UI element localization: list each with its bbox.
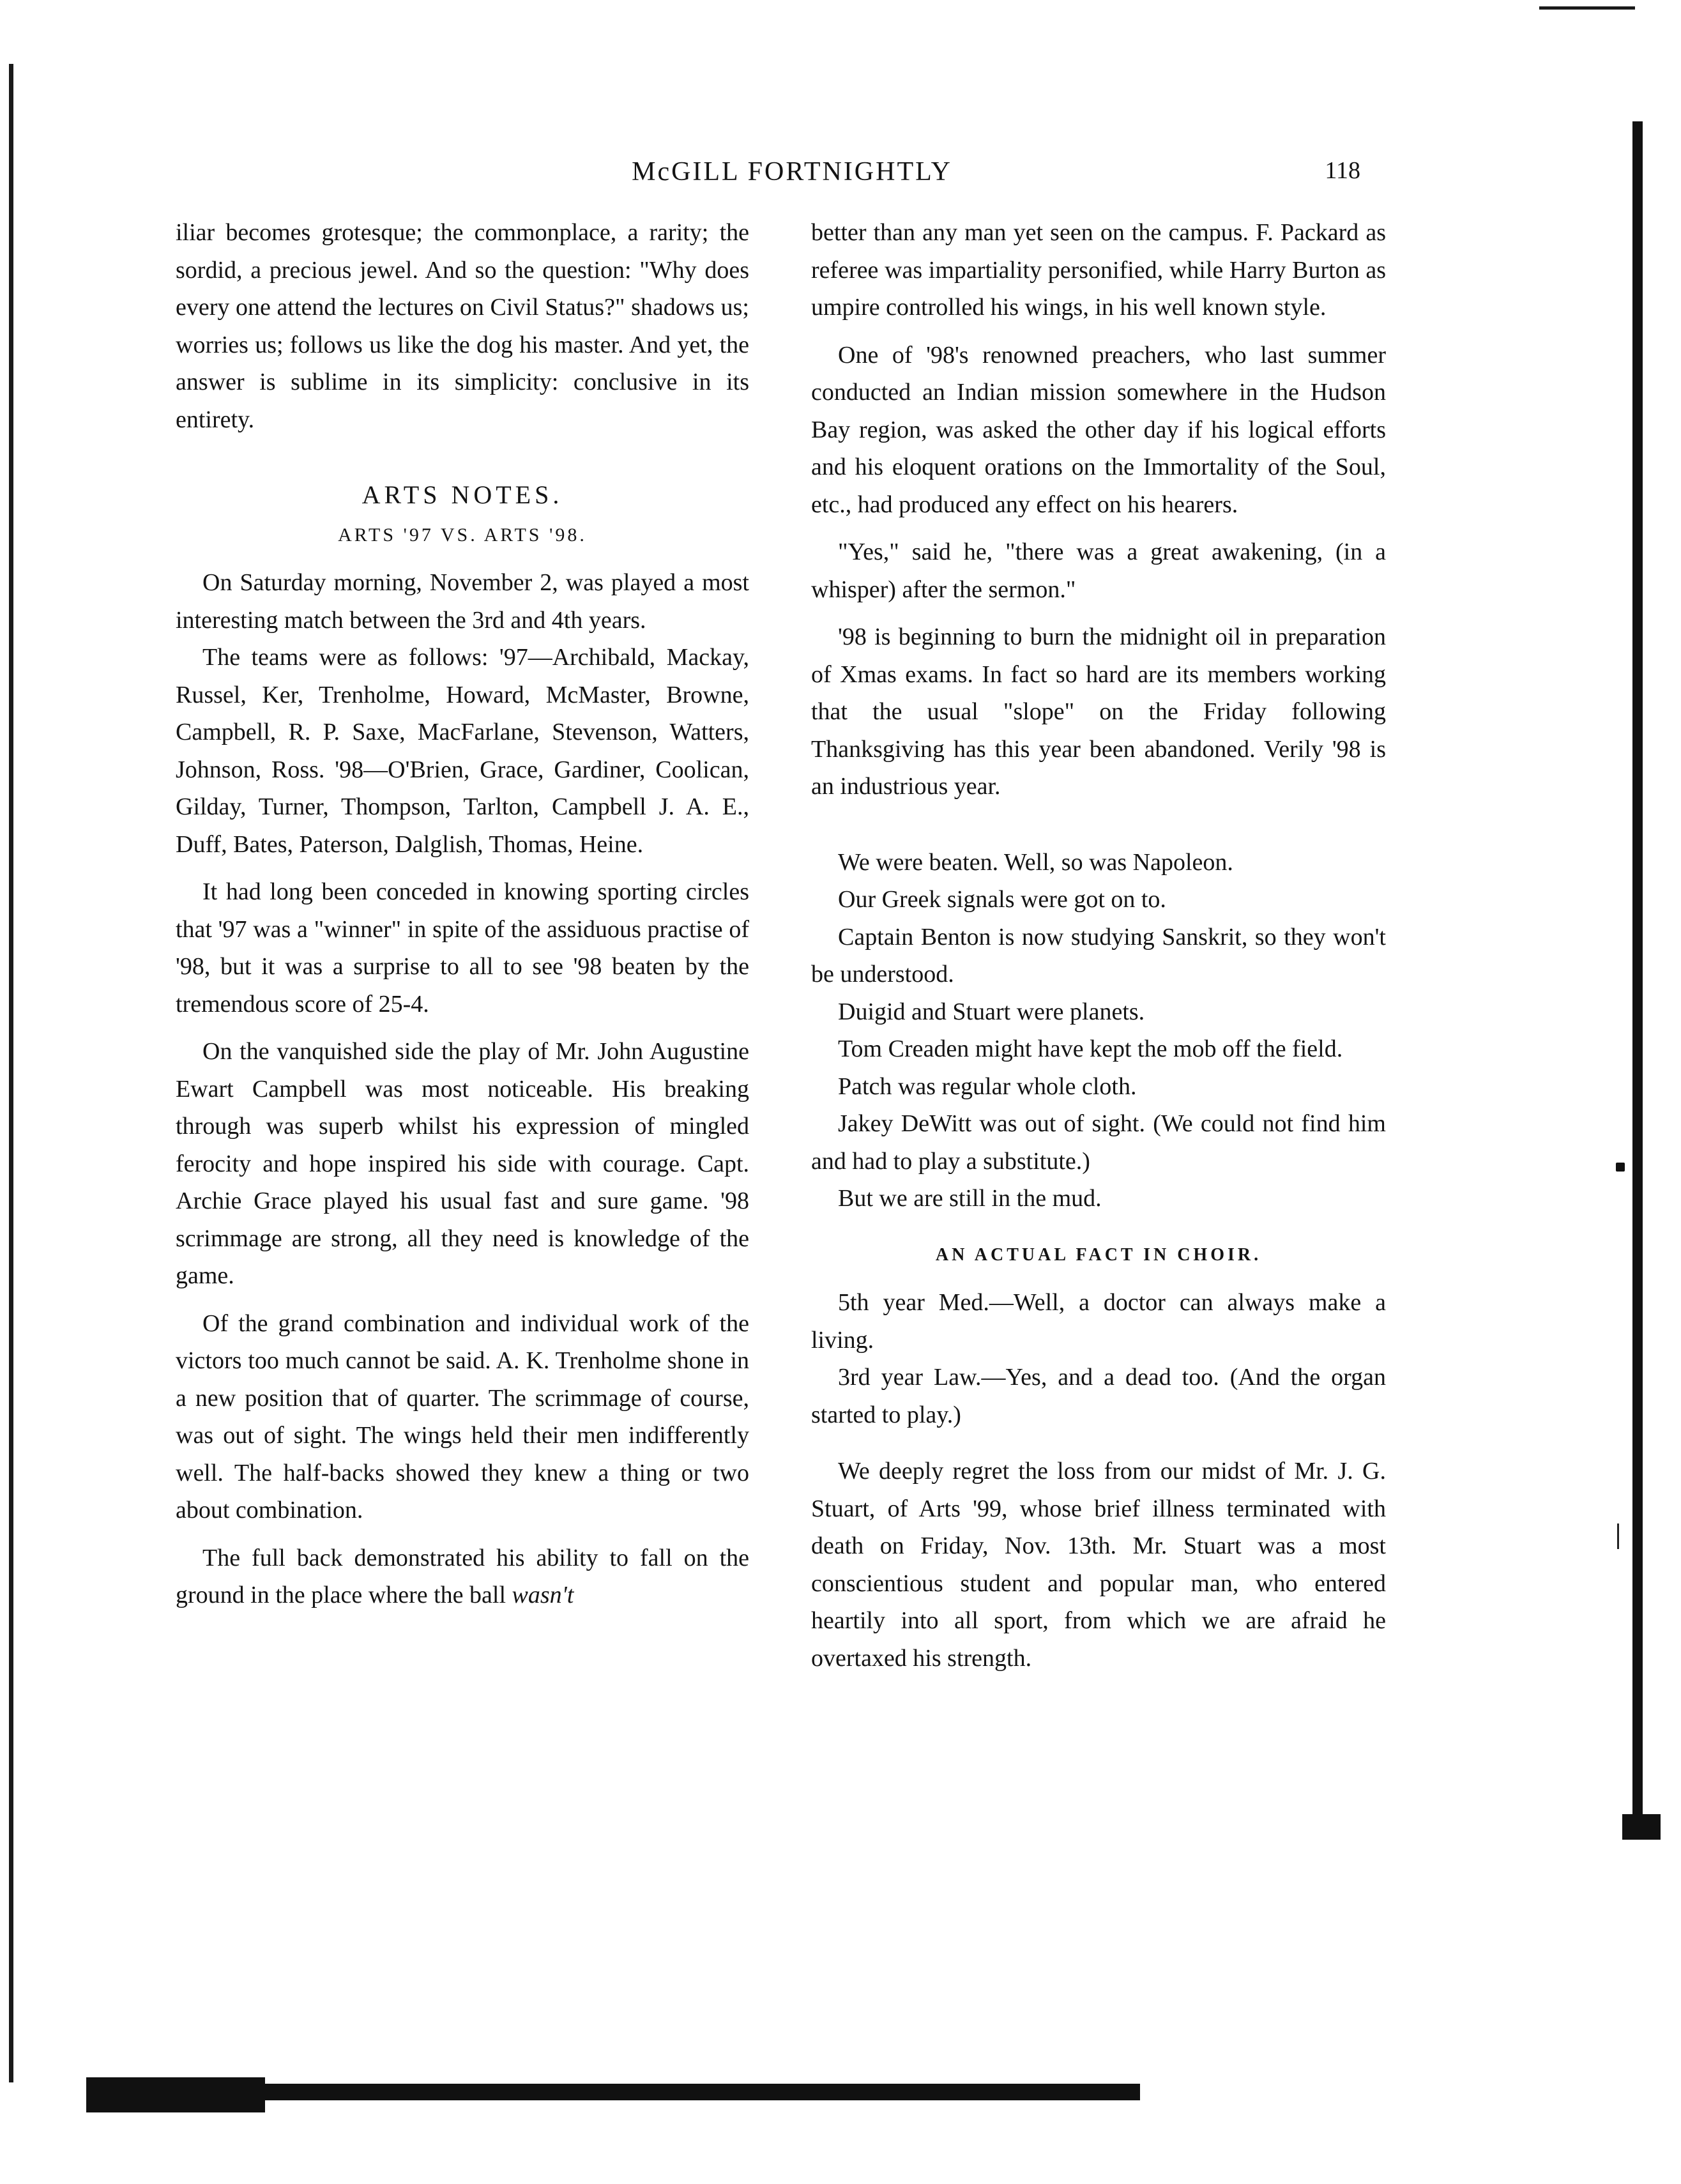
paragraph: '98 is beginning to burn the midnight oil in preparation of Xmas exams. In fact so hard are its members working that the usual "slope" on the Friday following Thanksgiving has this year been abandoned. Verily '98 is an industrious year.: [811, 623, 1386, 800]
emphasis-text: wasn't: [512, 1582, 574, 1608]
note-line: Our Greek signals were got on to.: [838, 886, 1166, 913]
scan-edge-right-mark: [1622, 1814, 1661, 1840]
paragraph: "Yes," said he, "there was a great awakening, (in a whisper) after the sermon.": [811, 538, 1386, 603]
scan-edge-top: [1539, 6, 1635, 10]
paragraph: It had long been conceded in knowing sporting circles that '97 was a "winner" in spite of the assiduous practise of '98, but it was a surprise to all to see '98 beaten by the tremendous score of 25-4.: [176, 878, 749, 1018]
section-heading: ARTS NOTES.: [361, 480, 563, 509]
scan-speck: [1616, 1163, 1625, 1172]
dialogue-line: 5th year Med.—Well, a doctor can always make a living.: [811, 1289, 1386, 1354]
note-line: Captain Benton is now studying Sanskrit, so they won't be understood.: [811, 923, 1386, 988]
paragraph: [176, 1539, 749, 1614]
paragraph: iliar becomes grotesque; the commonplace, a rarity; the sordid, a precious jewel. And so the question: "Why does every one attend the lectures on Civil Status?" shadows us; worries us; follows us like the dog his master. And yet, the answer is sublime in its simplicity: conclusive in its entirety.: [176, 219, 749, 433]
paragraph: On Saturday morning, November 2, was played a most interesting match between the 3rd and 4th years.: [176, 569, 749, 634]
note-line: But we are still in the mud.: [838, 1185, 1102, 1212]
paragraph: One of '98's renowned preachers, who last summer conducted an Indian mission somewhere in the Hudson Bay region, was asked the other day if his logical efforts and his eloquent orations on the Immortality of the Soul, etc., had produced any effect on his hearers.: [811, 341, 1386, 518]
note-line: We were beaten. Well, so was Napoleon.: [838, 848, 1233, 876]
scan-edge-left: [9, 64, 13, 2082]
scan-speck: [1617, 1523, 1619, 1549]
left-column: [176, 214, 749, 1614]
note-line: Tom Creaden might have kept the mob off the field.: [838, 1035, 1343, 1062]
scan-edge-right: [1632, 121, 1643, 1821]
note-line: Patch was regular whole cloth.: [838, 1073, 1137, 1100]
paragraph: better than any man yet seen on the campus. F. Packard as referee was impartiality personified, while Harry Burton as umpire controlled his wings, in his well known style.: [811, 219, 1386, 321]
note-line: Jakey DeWitt was out of sight. (We could not find him and had to play a substitute.): [811, 1110, 1386, 1175]
right-column: [811, 214, 1386, 1677]
page-number: 118: [1325, 157, 1360, 184]
obituary-paragraph: We deeply regret the loss from our midst of Mr. J. G. Stuart, of Arts '99, whose brief illness terminated with death on Friday, Nov. 13th. Mr. Stuart was a most conscientious student and popular man, who entered heartily into all sport, from which we are afraid he overtaxed his strength.: [811, 1458, 1386, 1672]
note-line: Duigid and Stuart were planets.: [838, 998, 1145, 1025]
subheading: ARTS '97 VS. ARTS '98.: [338, 524, 587, 546]
paragraph-text: The full back demonstrated his ability to fall on the ground in the place where the ball: [176, 1544, 749, 1608]
paragraph: The teams were as follows: '97—Archibald, Mackay, Russel, Ker, Trenholme, Howard, McMaster, Browne, Campbell, R. P. Saxe, MacFarlane, Stevenson, Watters, Johnson, Ross. '98—O'Brien, Grace, Gardiner, Coolican, Gilday, Turner, Thompson, Tarlton, Campbell J. A. E., Duff, Bates, Paterson, Dalglish, Thomas, Heine.: [176, 644, 749, 858]
running-title: McGILL FORTNIGHTLY: [632, 157, 952, 187]
scan-edge-bottom-mark: [86, 2077, 265, 2112]
paragraph: On the vanquished side the play of Mr. John Augustine Ewart Campbell was most noticeable. His breaking through was superb whilst his expression of mingled ferocity and hope inspired his side with courage. Capt. Archie Grace played his usual fast and sure game. '98 scrimmage are strong, all they need is knowledge of the game.: [176, 1038, 749, 1289]
dialogue-line: 3rd year Law.—Yes, and a dead too. (And the organ started to play.): [811, 1364, 1386, 1428]
paragraph: Of the grand combination and individual work of the victors too much cannot be said. A. K. Trenholme shone in a new position that of quarter. The scrimmage of course, was out of sight. The wings held their men indifferently well. The half-backs showed they knew a thing or two about combination.: [176, 1310, 749, 1523]
section-heading: AN ACTUAL FACT IN CHOIR.: [935, 1244, 1262, 1265]
